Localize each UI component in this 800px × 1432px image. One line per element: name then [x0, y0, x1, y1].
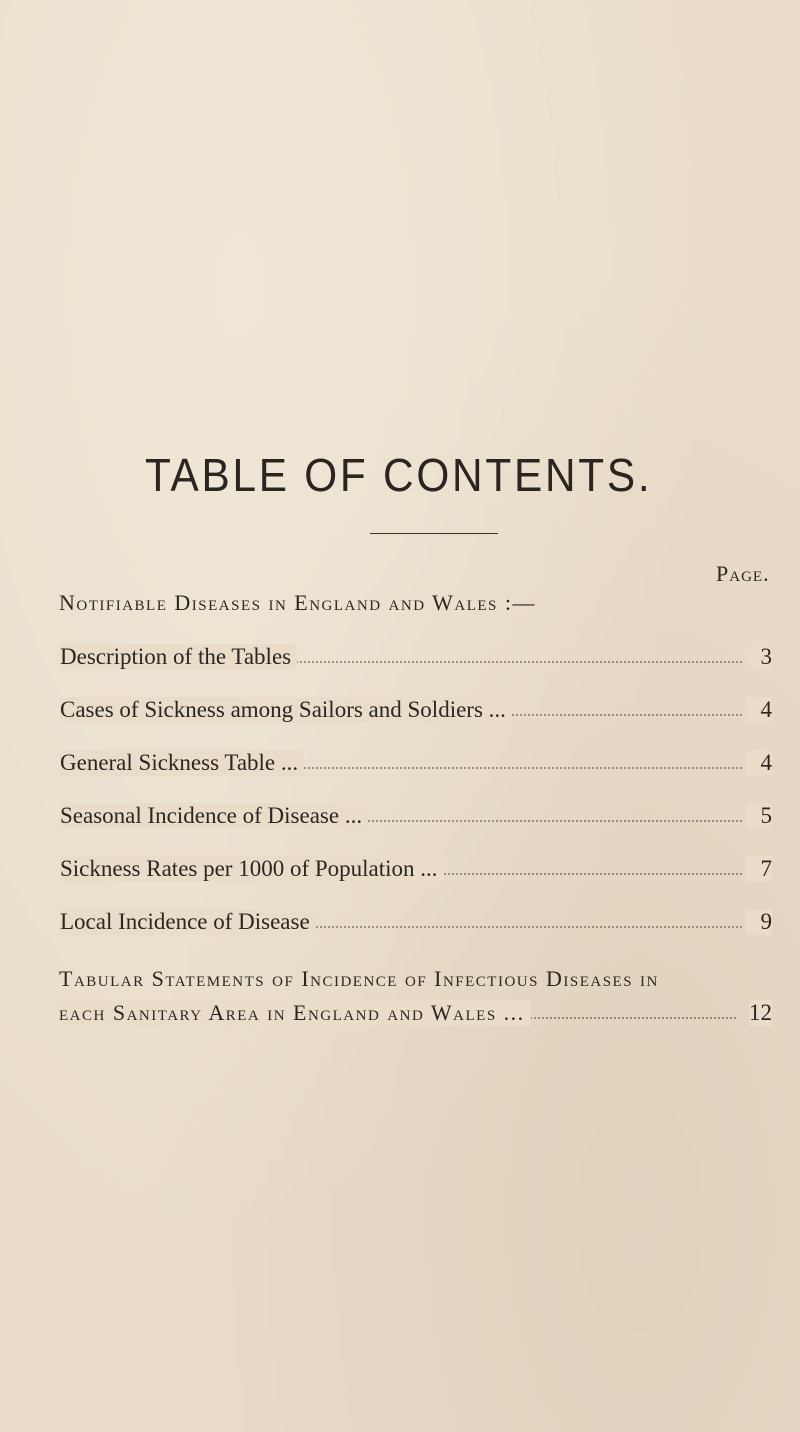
toc-entry-page: 5 [746, 803, 772, 829]
title-rule-divider [370, 533, 498, 534]
toc-entry-page: 4 [746, 750, 772, 776]
page-column-label: Page. [716, 561, 770, 586]
toc-entry-page: 9 [746, 909, 772, 935]
section-heading: Notifiable Diseases in England and Wales :— [59, 590, 537, 615]
toc-entry-title: Description of the Tables [60, 644, 297, 670]
toc-entry-page: 3 [746, 644, 772, 670]
toc-entry-title: Local Incidence of Disease [60, 909, 316, 935]
toc-entry[interactable] [60, 909, 772, 939]
toc-entry[interactable] [60, 697, 772, 727]
toc-entry-title: Sickness Rates per 1000 of Population ... [60, 856, 444, 882]
tabular-statements-heading-line1: Tabular Statements of Incidence of Infectious Diseases in [59, 966, 659, 991]
toc-entry-page: 4 [746, 697, 772, 723]
toc-entry[interactable] [60, 856, 772, 886]
toc-entry-tabular[interactable] [59, 1000, 772, 1030]
page-title: TABLE OF CONTENTS. [145, 449, 653, 501]
toc-entry-page: 7 [746, 856, 772, 882]
toc-entry-title: Seasonal Incidence of Disease ... [60, 803, 368, 829]
toc-entry[interactable] [60, 803, 772, 833]
toc-entry-title: General Sickness Table ... [60, 750, 304, 776]
toc-entry-title: Cases of Sickness among Sailors and Soldiers ... [60, 697, 512, 723]
tabular-statements-heading-line2: each Sanitary Area in England and Wales ... [59, 1000, 531, 1026]
toc-entry-page: 12 [749, 1000, 772, 1025]
toc-entry[interactable] [60, 644, 772, 674]
toc-entry[interactable] [60, 750, 772, 780]
